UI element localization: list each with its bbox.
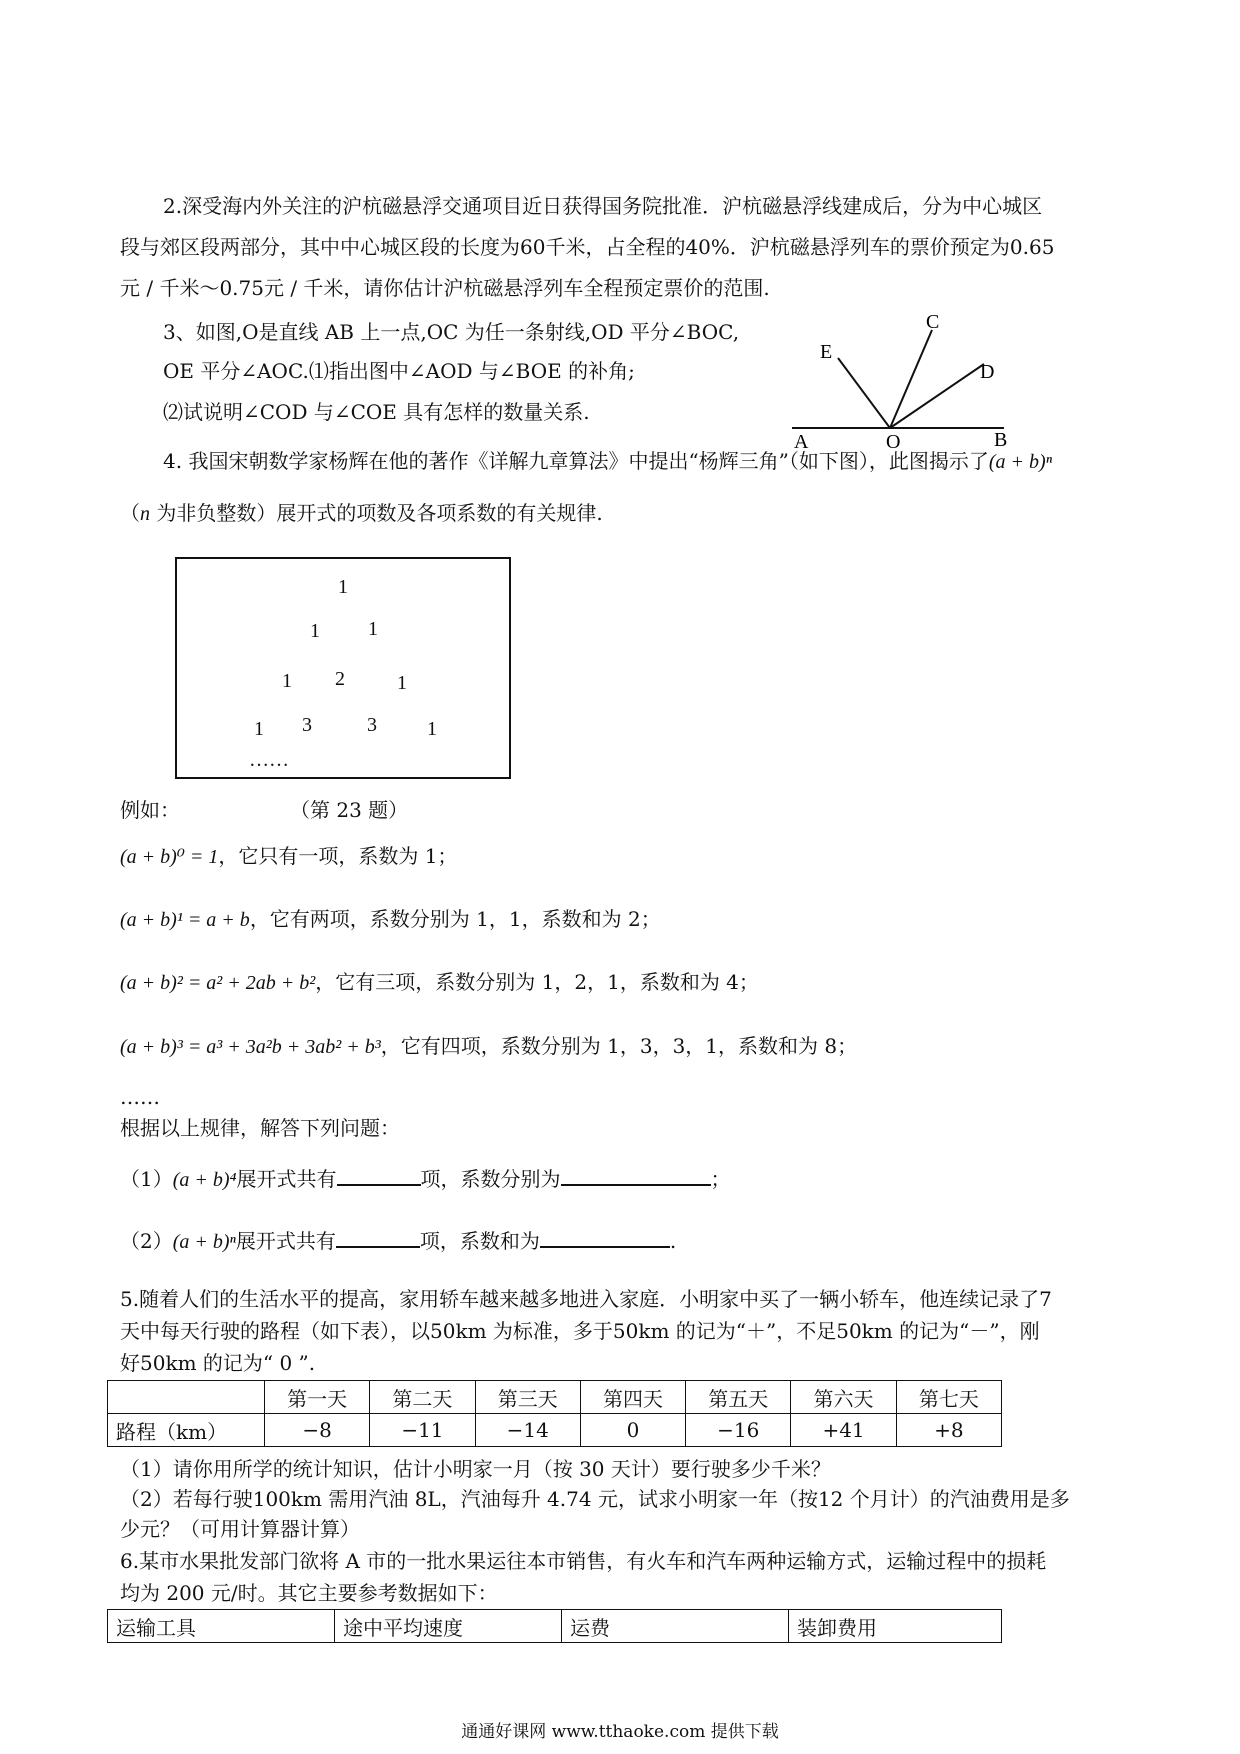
q4-sub1-blank1[interactable] xyxy=(337,1162,421,1186)
q5-line2: 天中每天行驶的路程（如下表），以50km 为标准，多于50km 的记为“＋”，不足50km 的记为“－”，刚 xyxy=(120,1319,1040,1343)
q4-line2-text: 为非负整数）展开式的项数及各项系数的有关规律. xyxy=(150,501,603,525)
q4-expr-n: (a + b)ⁿ xyxy=(988,451,1053,473)
label-o: O xyxy=(886,431,901,453)
q4-instruction: 根据以上规律，解答下列问题： xyxy=(120,1116,400,1140)
table-header-cell: 运输工具 xyxy=(108,1610,335,1643)
q4-sub2-blank1[interactable] xyxy=(336,1224,420,1248)
q4-line2-open: （ xyxy=(120,501,140,525)
q4-sub1-end: ； xyxy=(710,1167,731,1191)
table-header-cell: 第二天 xyxy=(370,1381,475,1414)
q3-line2: OE 平分∠AOC.⑴指出图中∠AOD 与∠BOE 的补角; xyxy=(163,359,635,383)
q4-example-1-text: ，它有两项，系数分别为 1，1，系数和为 2； xyxy=(249,907,661,931)
q4-sub1-blank2[interactable] xyxy=(561,1162,711,1186)
q4-example-3-text: ，它有四项，系数分别为 1，3，3，1，系数和为 8； xyxy=(380,1034,858,1058)
table-cell: 0 xyxy=(580,1414,685,1447)
q5-mileage-table xyxy=(107,1380,1002,1447)
q5-sub2-line2: 少元？（可用计算器计算） xyxy=(120,1517,360,1541)
table-header-cell: 第四天 xyxy=(580,1381,685,1414)
table-header-cell: 第一天 xyxy=(265,1381,370,1414)
tri-r2-2: 1 xyxy=(368,618,378,640)
q4-example-3-formula: (a + b)³ = a³ + 3a²b + 3ab² + b³ xyxy=(120,1036,381,1058)
tri-r4-4: 1 xyxy=(427,718,437,740)
q2-line1: 2.深受海内外关注的沪杭磁悬浮交通项目近日获得国务院批准．沪杭磁悬浮线建成后，分为中心城区 xyxy=(163,194,1043,218)
q4-ellipsis: …… xyxy=(120,1085,160,1109)
table-row xyxy=(108,1414,1002,1447)
table-cell: +8 xyxy=(896,1414,1001,1447)
table-cell: −8 xyxy=(265,1414,370,1447)
tri-r2-1: 1 xyxy=(310,620,320,642)
q4-sub1-text2: 项，系数分别为 xyxy=(420,1167,561,1191)
q3-line3: ⑵试说明∠COD 与∠COE 具有怎样的数量关系. xyxy=(163,400,590,424)
q4-sub1-num: （1） xyxy=(120,1167,173,1191)
label-b: B xyxy=(994,429,1008,451)
table-header-cell: 装卸费用 xyxy=(789,1610,1002,1643)
q5-sub2-line1: （2）若每行驶100km 需用汽油 8L，汽油每升 4.74 元，试求小明家一年（按12 个月计）的汽油费用是多 xyxy=(120,1487,1070,1511)
q4-sub1-expr: (a + b)⁴ xyxy=(172,1169,237,1191)
q4-line2 xyxy=(120,500,603,527)
q4-line2-var: n xyxy=(140,503,150,525)
table-header-cell: 第五天 xyxy=(686,1381,791,1414)
q5-line1: 5.随着人们的生活水平的提高，家用轿车越来越多地进入家庭．小明家中买了一辆小轿车，他连续记录了7 xyxy=(120,1287,1052,1311)
table-header-cell: 途中平均速度 xyxy=(335,1610,562,1643)
table-header-row xyxy=(108,1610,1002,1643)
q4-example-1 xyxy=(120,906,661,933)
q4-example-label: 例如： xyxy=(120,798,180,822)
q4-sub2-text2: 项，系数和为 xyxy=(419,1229,540,1253)
q6-line1: 6.某市水果批发部门欲将 A 市的一批水果运往本市销售，有火车和汽车两种运输方式，运输过程中的损耗 xyxy=(120,1549,1047,1573)
tri-r3-2: 2 xyxy=(335,668,345,690)
q4-example-0-text: ，它只有一项，系数为 1； xyxy=(218,844,458,868)
q4-example-3 xyxy=(120,1033,857,1060)
q4-sub1-text1: 展开式共有 xyxy=(236,1167,337,1191)
q4-example-2-text: ，它有三项，系数分别为 1，2，1，系数和为 4； xyxy=(315,970,759,994)
q4-example-0-formula: (a + b)⁰ = 1 xyxy=(120,846,219,868)
tri-r3-1: 1 xyxy=(282,670,292,692)
tri-r4-3: 3 xyxy=(367,714,377,736)
q4-example-0 xyxy=(120,843,457,870)
table-header-cell: 第三天 xyxy=(475,1381,580,1414)
table-row-label: 路程（km） xyxy=(108,1414,265,1447)
q4-sub1 xyxy=(120,1162,731,1193)
q4-sub2-text1: 展开式共有 xyxy=(235,1229,336,1253)
yanghui-triangle-box xyxy=(175,557,511,779)
q4-example-2 xyxy=(120,969,759,996)
q4-example-1-formula: (a + b)¹ = a + b xyxy=(120,909,250,931)
label-c: C xyxy=(926,311,940,333)
label-d: D xyxy=(980,361,995,383)
table-header-row xyxy=(108,1381,1002,1414)
q4-line1 xyxy=(163,448,1052,475)
q4-sub2-expr: (a + b)ⁿ xyxy=(172,1231,236,1253)
q4-sub2-end: . xyxy=(669,1229,677,1253)
table-cell: −11 xyxy=(370,1414,475,1447)
page-footer: 通通好课网 www.tthaoke.com 提供下载 xyxy=(461,1722,779,1742)
q4-line1-text: 4. 我国宋朝数学家杨辉在他的著作《详解九章算法》中提出“杨辉三角”（如下图），此图揭示了 xyxy=(163,449,989,473)
ray-oe xyxy=(838,358,890,428)
table-cell: −14 xyxy=(475,1414,580,1447)
q4-sub2 xyxy=(120,1224,676,1255)
q4-caption: （第 23 题） xyxy=(290,798,409,822)
label-e: E xyxy=(820,341,833,363)
tri-r3-3: 1 xyxy=(397,672,407,694)
table-header-cell: 第六天 xyxy=(791,1381,896,1414)
table-header-cell: 第七天 xyxy=(896,1381,1001,1414)
tri-r1-1: 1 xyxy=(338,576,348,598)
q6-line2: 均为 200 元/时。其它主要参考数据如下： xyxy=(120,1581,498,1605)
q4-sub2-num: （2） xyxy=(120,1229,173,1253)
angle-diagram xyxy=(780,300,1030,460)
q2-line3: 元 / 千米～0.75元 / 千米，请你估计沪杭磁悬浮列车全程预定票价的范围. xyxy=(120,276,770,300)
q5-sub1: （1）请你用所学的统计知识，估计小明家一月（按 30 天计）要行驶多少千米？ xyxy=(120,1457,831,1481)
table-header-cell xyxy=(108,1381,265,1414)
table-header-cell: 运费 xyxy=(562,1610,789,1643)
q4-sub2-blank2[interactable] xyxy=(540,1224,670,1248)
q4-example-2-formula: (a + b)² = a² + 2ab + b² xyxy=(120,972,316,994)
q3-line1: 3、如图,O是直线 AB 上一点,OC 为任一条射线,OD 平分∠BOC, xyxy=(163,320,740,344)
q5-line3: 好50km 的记为“ 0 ”. xyxy=(120,1351,316,1375)
tri-dots: …… xyxy=(249,749,289,771)
q2-line2: 段与郊区段两部分，其中中心城区段的长度为60千米，占全程的40%．沪杭磁悬浮列车的票价预定为0.65 xyxy=(120,235,1055,259)
tri-r4-1: 1 xyxy=(254,718,264,740)
table-cell: −16 xyxy=(686,1414,791,1447)
label-a: A xyxy=(794,431,809,453)
table-cell: +41 xyxy=(791,1414,896,1447)
q6-transport-table xyxy=(107,1609,1002,1643)
tri-r4-2: 3 xyxy=(302,714,312,736)
